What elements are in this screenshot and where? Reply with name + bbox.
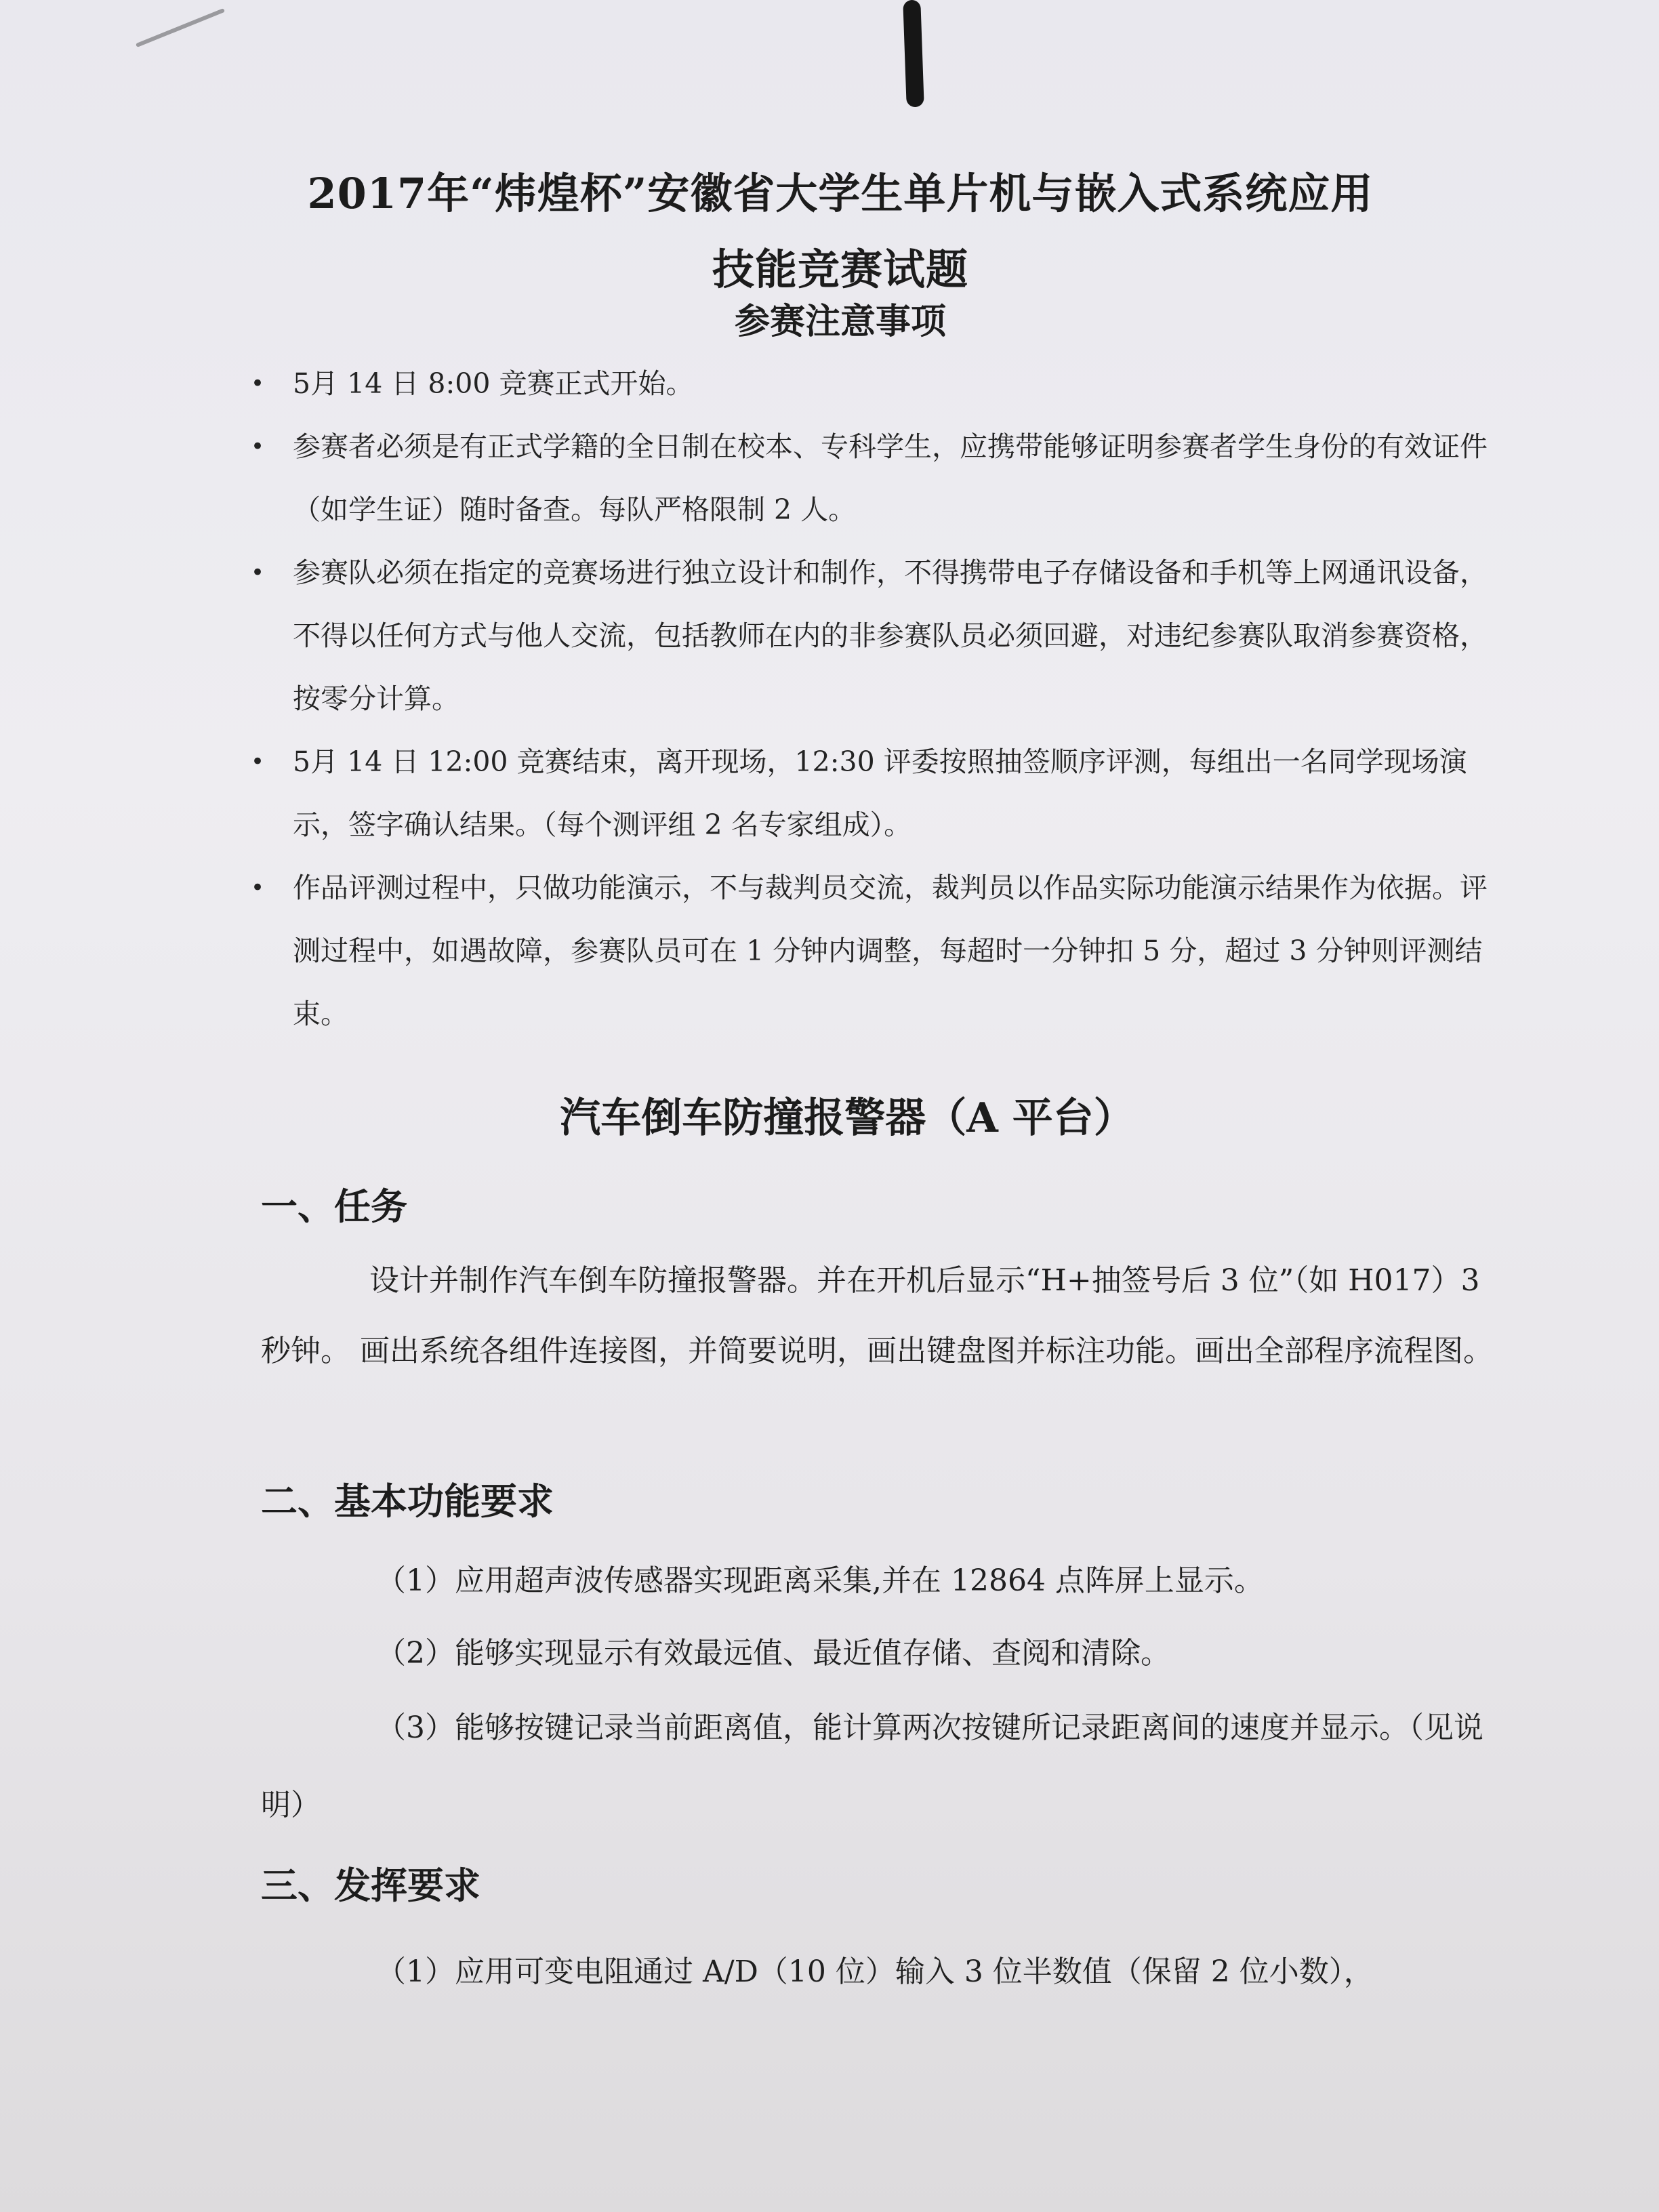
bullet-icon: • xyxy=(251,559,265,586)
notice-item xyxy=(251,857,1498,1046)
staple-mark xyxy=(136,8,225,47)
notice-list xyxy=(251,352,1498,1046)
notice-text: 参赛队必须在指定的竞赛场进行独立设计和制作，不得携带电子存储设备和手机等上网通讯设备，不得以任何方式与他人交流，包括教师在内的非参赛队员必须回避，对违纪参赛队取消参赛资格，按零分计算。 xyxy=(293,556,1488,715)
section-title: 汽车倒车防撞报警器（A 平台） xyxy=(560,1094,1134,1142)
notice-item xyxy=(251,352,1498,415)
bullet-icon: • xyxy=(251,433,265,460)
task-heading: 一、任务 xyxy=(261,1185,407,1228)
notice-text: 作品评测过程中，只做功能演示，不与裁判员交流，裁判员以作品实际功能演示结果作为依据。评测过程中，如遇故障，参赛队员可在 1 分钟内调整，每超时一分钟扣 5 分，超过 3 分钟则评测结束。 xyxy=(293,872,1488,1030)
basic-requirement-item: （3）能够按键记录当前距离值，能计算两次按键所记录距离间的速度并显示。（见说明） xyxy=(261,1711,1483,1822)
title-line-1: 2017年“炜煌杯”安徽省大学生单片机与嵌入式系统应用 xyxy=(307,169,1374,218)
bullet-icon: • xyxy=(251,874,265,901)
extra-requirements-heading: 三、发挥要求 xyxy=(261,1864,480,1907)
notice-text: 5月 14 日 8:00 竞赛正式开始。 xyxy=(293,367,694,400)
task-paragraph: 设计并制作汽车倒车防撞报警器。并在开机后显示“H+抽签号后 3 位”（如 H017）3 秒钟。 画出系统各组件连接图，并简要说明，画出键盘图并标注功能。画出全部程序流程图。 xyxy=(261,1263,1493,1368)
document-title xyxy=(244,156,1437,308)
notice-item xyxy=(251,541,1498,731)
notice-heading: 参赛注意事项 xyxy=(734,301,946,342)
notice-item xyxy=(251,415,1498,541)
basic-requirement-item: （2）能够实现显示有效最远值、最近值存储、查阅和清除。 xyxy=(376,1636,1170,1671)
notice-text: 参赛者必须是有正式学籍的全日制在校本、专科学生，应携带能够证明参赛者学生身份的有效证件（如学生证）随时备查。每队严格限制 2 人。 xyxy=(293,430,1488,526)
bullet-icon: • xyxy=(251,370,265,397)
pen-mark xyxy=(903,0,924,107)
bullet-icon: • xyxy=(251,748,265,775)
notice-item xyxy=(251,731,1498,857)
basic-requirements-heading: 二、基本功能要求 xyxy=(261,1479,554,1523)
basic-requirement-item: （1）应用超声波传感器实现距离采集,并在 12864 点阵屏上显示。 xyxy=(376,1563,1264,1598)
title-line-2: 技能竞赛试题 xyxy=(712,245,968,294)
notice-text: 5月 14 日 12:00 竞赛结束，离开现场，12:30 评委按照抽签顺序评测，每组出一名同学现场演示，签字确认结果。（每个测评组 2 名专家组成）。 xyxy=(293,745,1467,841)
extra-requirement-item: （1）应用可变电阻通过 A/D（10 位）输入 3 位半数值（保留 2 位小数）， xyxy=(376,1954,1374,1989)
